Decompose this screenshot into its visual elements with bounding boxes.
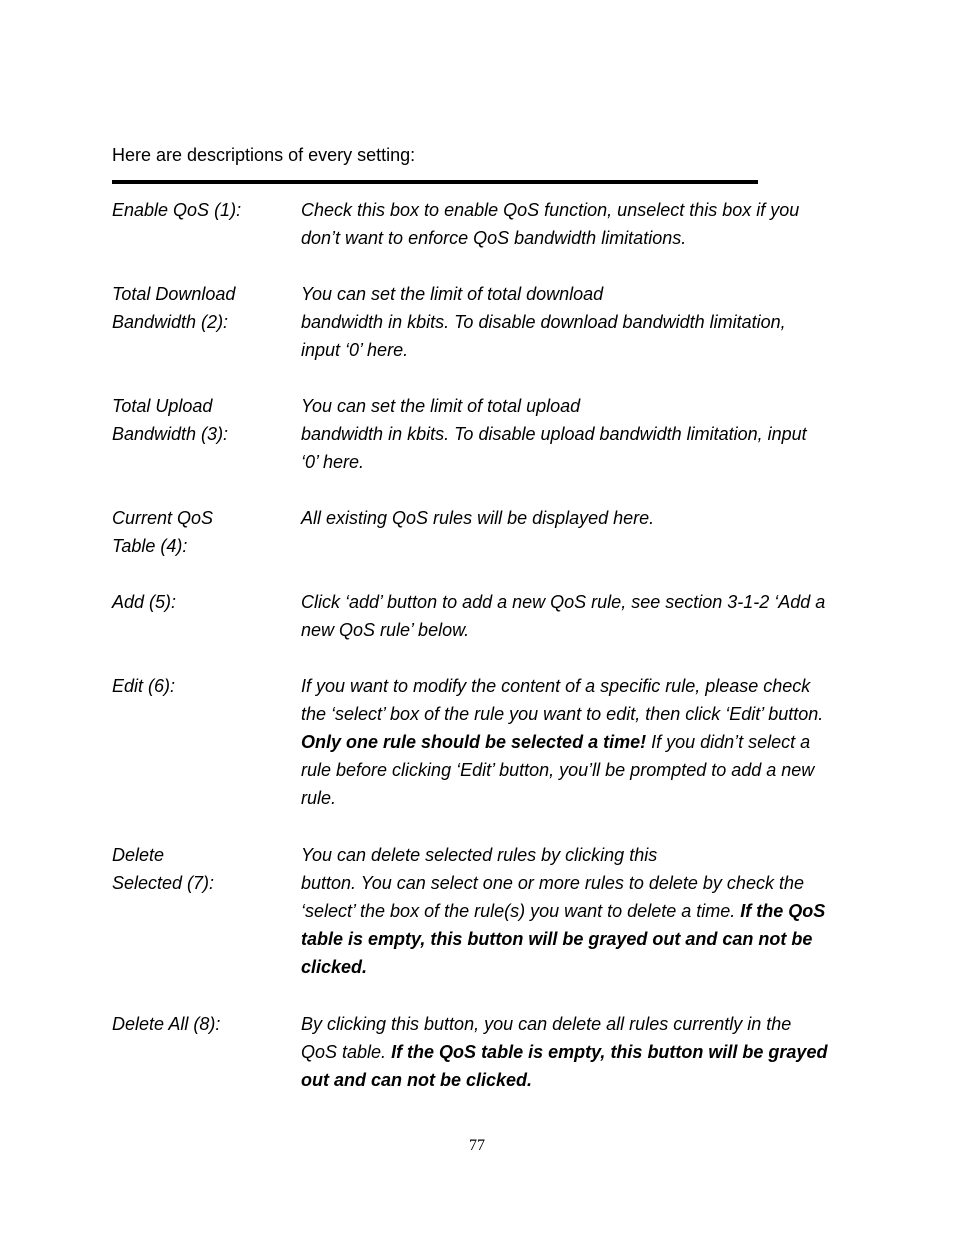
setting-description-line bbox=[301, 784, 849, 812]
setting-term-line: Total Upload bbox=[112, 396, 213, 416]
setting-description-line bbox=[301, 336, 849, 364]
setting-description bbox=[301, 1010, 849, 1094]
setting-description-line bbox=[301, 869, 849, 897]
setting-term bbox=[112, 588, 297, 616]
setting-description-line bbox=[301, 308, 849, 336]
emphasis-text: out and can not be clicked. bbox=[301, 1070, 533, 1090]
description-text: rule before clicking ‘Edit’ button, you’ll be prompted to add a new bbox=[301, 760, 815, 780]
emphasis-text: If the QoS bbox=[740, 901, 826, 921]
setting-description-line bbox=[301, 700, 849, 728]
setting-term-line: Bandwidth (3): bbox=[112, 424, 229, 444]
setting-description-line bbox=[301, 672, 849, 700]
description-text: You can set the limit of total upload bbox=[301, 396, 581, 416]
setting-term bbox=[112, 841, 297, 897]
description-text: ‘select’ the box of the rule(s) you want to delete a time. bbox=[301, 901, 741, 921]
setting-description-line bbox=[301, 841, 849, 869]
description-text: If you didn’t select a bbox=[646, 732, 811, 752]
setting-description bbox=[301, 672, 849, 812]
setting-term bbox=[112, 196, 297, 224]
setting-description-line bbox=[301, 756, 849, 784]
setting-term-line: Current QoS bbox=[112, 508, 214, 528]
setting-description-line bbox=[301, 1066, 849, 1094]
setting-description-line bbox=[301, 280, 849, 308]
setting-description-line bbox=[301, 1038, 849, 1066]
setting-description-line bbox=[301, 196, 849, 224]
page-number: 77 bbox=[469, 1137, 485, 1154]
setting-description-line bbox=[301, 897, 849, 925]
setting-description-line bbox=[301, 420, 849, 448]
section-divider bbox=[112, 180, 758, 184]
intro-text: Here are descriptions of every setting: bbox=[112, 145, 416, 165]
setting-term bbox=[112, 1010, 297, 1038]
emphasis-text: Only one rule should be selected a time! bbox=[301, 732, 647, 752]
setting-description bbox=[301, 280, 849, 364]
setting-term-line: Delete All (8): bbox=[112, 1014, 221, 1034]
description-text: Check this box to enable QoS function, unselect this box if you bbox=[301, 200, 800, 220]
description-text: All existing QoS rules will be displayed here. bbox=[301, 508, 655, 528]
setting-term-line: Table (4): bbox=[112, 536, 188, 556]
setting-description-line bbox=[301, 588, 849, 616]
setting-description bbox=[301, 841, 849, 981]
description-text: If you want to modify the content of a specific rule, please check bbox=[301, 676, 811, 696]
description-text: rule. bbox=[301, 788, 337, 808]
setting-description bbox=[301, 392, 849, 476]
setting-term-line: Delete bbox=[112, 845, 165, 865]
setting-description-line bbox=[301, 504, 849, 532]
setting-term-line: Selected (7): bbox=[112, 873, 215, 893]
setting-description-line bbox=[301, 728, 849, 756]
description-text: By clicking this button, you can delete all rules currently in the bbox=[301, 1014, 792, 1034]
setting-description-line bbox=[301, 392, 849, 420]
description-text: You can delete selected rules by clicking this bbox=[301, 845, 658, 865]
description-text: Click ‘add’ button to add a new QoS rule, see section 3-1-2 ‘Add a bbox=[301, 592, 826, 612]
setting-description-line bbox=[301, 1010, 849, 1038]
emphasis-text: table is empty, this button will be grayed out and can not be bbox=[301, 929, 813, 949]
description-text: button. You can select one or more rules to delete by check the bbox=[301, 873, 804, 893]
setting-description-line bbox=[301, 953, 849, 981]
setting-term bbox=[112, 504, 297, 560]
description-text: new QoS rule’ below. bbox=[301, 620, 470, 640]
emphasis-text: If the QoS table is empty, this button will be grayed bbox=[391, 1042, 828, 1062]
setting-description bbox=[301, 504, 849, 532]
setting-term-line: Total Download bbox=[112, 284, 236, 304]
setting-description-line bbox=[301, 448, 849, 476]
description-text: QoS table. bbox=[301, 1042, 392, 1062]
setting-term-line: Add (5): bbox=[112, 592, 177, 612]
setting-term bbox=[112, 280, 297, 336]
description-text: input ‘0’ here. bbox=[301, 340, 409, 360]
description-text: bandwidth in kbits. To disable upload bandwidth limitation, input bbox=[301, 424, 807, 444]
emphasis-text: clicked. bbox=[301, 957, 368, 977]
setting-description-line bbox=[301, 925, 849, 953]
setting-term bbox=[112, 392, 297, 448]
setting-description bbox=[301, 196, 849, 252]
description-text: ‘0’ here. bbox=[301, 452, 365, 472]
description-text: don’t want to enforce QoS bandwidth limitations. bbox=[301, 228, 687, 248]
description-text: the ‘select’ box of the rule you want to edit, then click ‘Edit’ button. bbox=[301, 704, 824, 724]
setting-description bbox=[301, 588, 849, 644]
setting-description-line bbox=[301, 224, 849, 252]
description-text: You can set the limit of total download bbox=[301, 284, 604, 304]
setting-term-line: Bandwidth (2): bbox=[112, 312, 229, 332]
setting-term-line: Edit (6): bbox=[112, 676, 176, 696]
setting-term bbox=[112, 672, 297, 700]
setting-term-line: Enable QoS (1): bbox=[112, 200, 242, 220]
description-text: bandwidth in kbits. To disable download bandwidth limitation, bbox=[301, 312, 786, 332]
setting-description-line bbox=[301, 616, 849, 644]
